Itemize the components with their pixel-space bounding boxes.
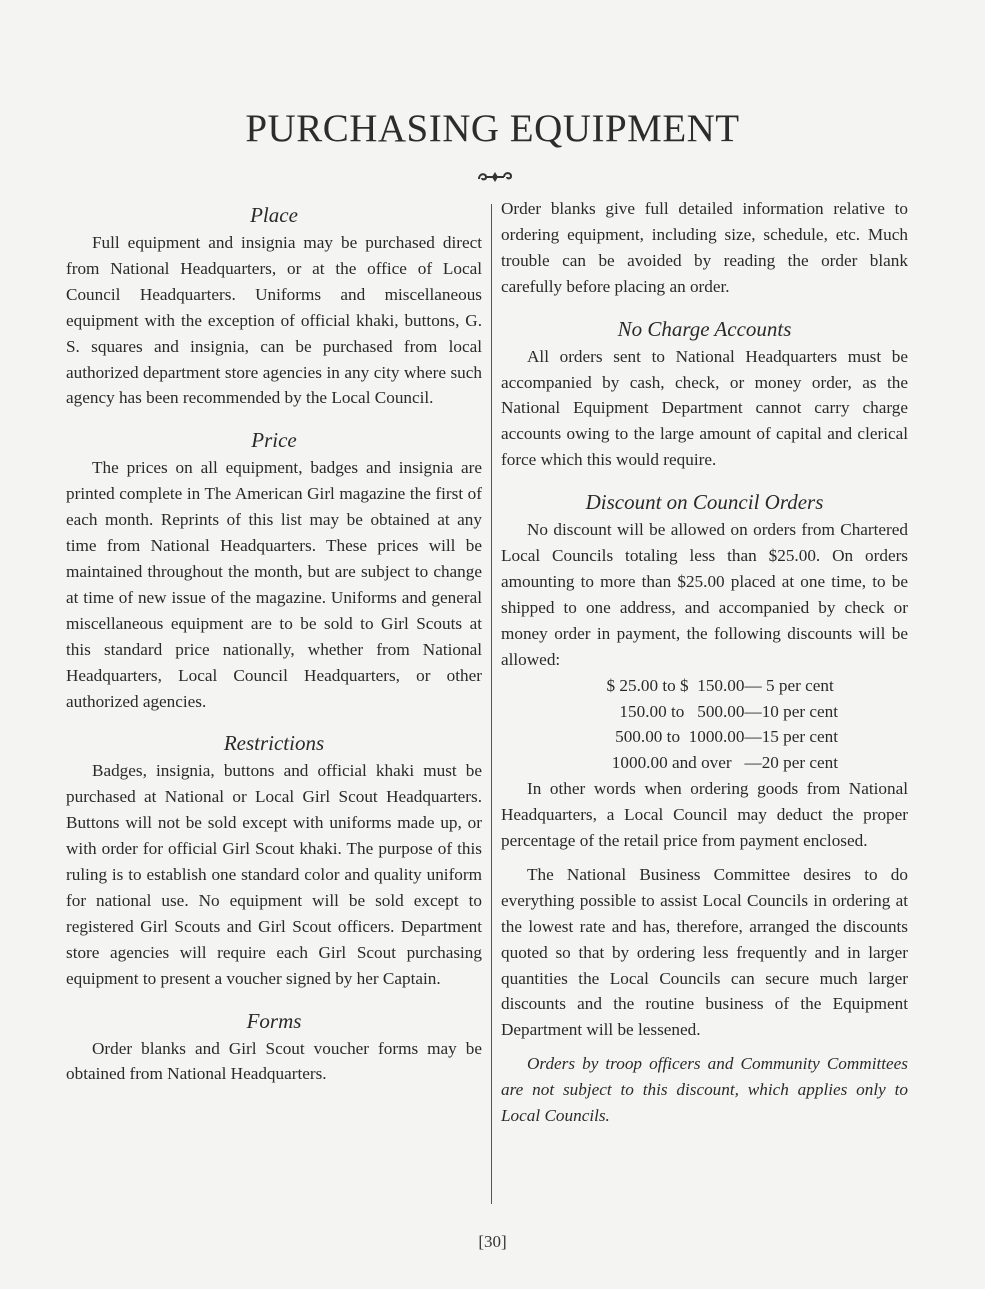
section-paragraph: All orders sent to National Headquarters must be accompanied by cash, check, or money order, as the National Equipment Department cannot carry charge accounts owing to the large amount of capital and clerical force which this would require. bbox=[501, 346, 908, 470]
section-paragraph: Badges, insignia, buttons and official khaki must be purchased at National or Local Girl Scout Headquarters. Buttons will not be sold except with uniforms made up, or with order for official Girl Scout khaki. The purpose of this ruling is to establish one standard color and quality uniform for national use. No equipment will be sold except to registered Girl Scouts and Girl Scout officers. Department store agencies will require each Girl Scout purchasing equipment to present a voucher signed by her Captain. bbox=[66, 761, 482, 988]
section-forms bbox=[66, 1006, 482, 1088]
section-restrictions bbox=[66, 728, 482, 991]
section-paragraph: In other words when ordering goods from National Headquarters, a Local Council may deduct the proper percentage of the retail price from payment enclosed. bbox=[501, 779, 908, 851]
section-paragraph: Order blanks and Girl Scout voucher forms may be obtained from National Headquarters. bbox=[66, 1038, 482, 1084]
discount-percent: —15 per cent bbox=[744, 727, 839, 747]
section-heading: Forms bbox=[246, 1008, 302, 1033]
discount-percent: —20 per cent bbox=[744, 753, 839, 773]
discount-row bbox=[501, 750, 908, 776]
discount-range: 1000.00 and over bbox=[611, 753, 745, 773]
page-title: PURCHASING EQUIPMENT bbox=[245, 107, 740, 150]
page-number: [30] bbox=[478, 1232, 507, 1251]
right-column bbox=[501, 196, 908, 1129]
discount-range: $ 25.00 to $ 150.00 bbox=[606, 675, 745, 695]
scroll-flourish-icon bbox=[475, 166, 515, 186]
section-no-charge-accounts bbox=[501, 314, 908, 474]
section-heading: Place bbox=[250, 203, 298, 227]
section-paragraph: Full equipment and insignia may be purchased direct from National Headquarters, or at the office of Local Council Headquarters. Uniforms and miscellaneous equipment with the exception of official khaki, buttons, G. S. squares and insignia, can be purchased from local authorized department store agencies in any city where such agency has been recommended by the Local Council. bbox=[66, 233, 482, 408]
intro-paragraph: Order blanks give full detailed information relative to ordering equipment, including size, schedule, etc. Much trouble can be avoided by reading the order blank carefully before placing an order. bbox=[501, 199, 908, 296]
discount-range: 150.00 to 500.00 bbox=[619, 701, 745, 721]
section-heading: No Charge Accounts bbox=[617, 316, 792, 341]
discount-row bbox=[501, 724, 908, 750]
discount-percent: —10 per cent bbox=[744, 701, 839, 721]
section-paragraph: The National Business Committee desires to do everything possible to assist Local Councils in ordering at the lowest rate and has, therefore, arranged the discounts quoted so that by ordering less frequently and in larger quantities the Local Councils can secure much larger discounts and the routine business of the Equipment Department will be lessened. bbox=[501, 864, 908, 1040]
section-paragraph: No discount will be allowed on orders from Chartered Local Councils totaling less than $25.00. On orders amounting to more than $25.00 placed at one time, to be shipped to one address, and accompanied by check or money order in payment, the following discounts will be allowed: bbox=[501, 520, 908, 669]
discount-note: Orders by troop officers and Community Committees are not subject to this discount, which applies only to Local Councils. bbox=[501, 1054, 908, 1126]
discount-range: 500.00 to 1000.00 bbox=[615, 727, 745, 747]
discount-percent: — 5 per cent bbox=[744, 675, 834, 695]
section-heading: Discount on Council Orders bbox=[585, 490, 824, 515]
section-place bbox=[66, 200, 482, 411]
discount-row bbox=[501, 699, 908, 725]
section-paragraph: The prices on all equipment, badges and insignia are printed complete in The American Girl magazine the first of each month. Reprints of this list may be obtained at any time from National Headquarters. These prices will be maintained throughout the month, but are subject to change at time of new issue of the magazine. Uniforms and general miscellaneous equipment are to be sold to Girl Scouts at this standard price nationally, whether from National Headquarters, Local Council Headquarters, or other authorized agencies. bbox=[66, 458, 482, 711]
column-divider bbox=[491, 204, 492, 1204]
section-heading: Restrictions bbox=[223, 731, 325, 756]
discount-row bbox=[501, 673, 908, 699]
left-column bbox=[66, 200, 482, 1087]
discount-table bbox=[501, 673, 908, 777]
section-heading: Price bbox=[251, 428, 297, 453]
section-discount bbox=[501, 487, 908, 1129]
section-price bbox=[66, 425, 482, 714]
